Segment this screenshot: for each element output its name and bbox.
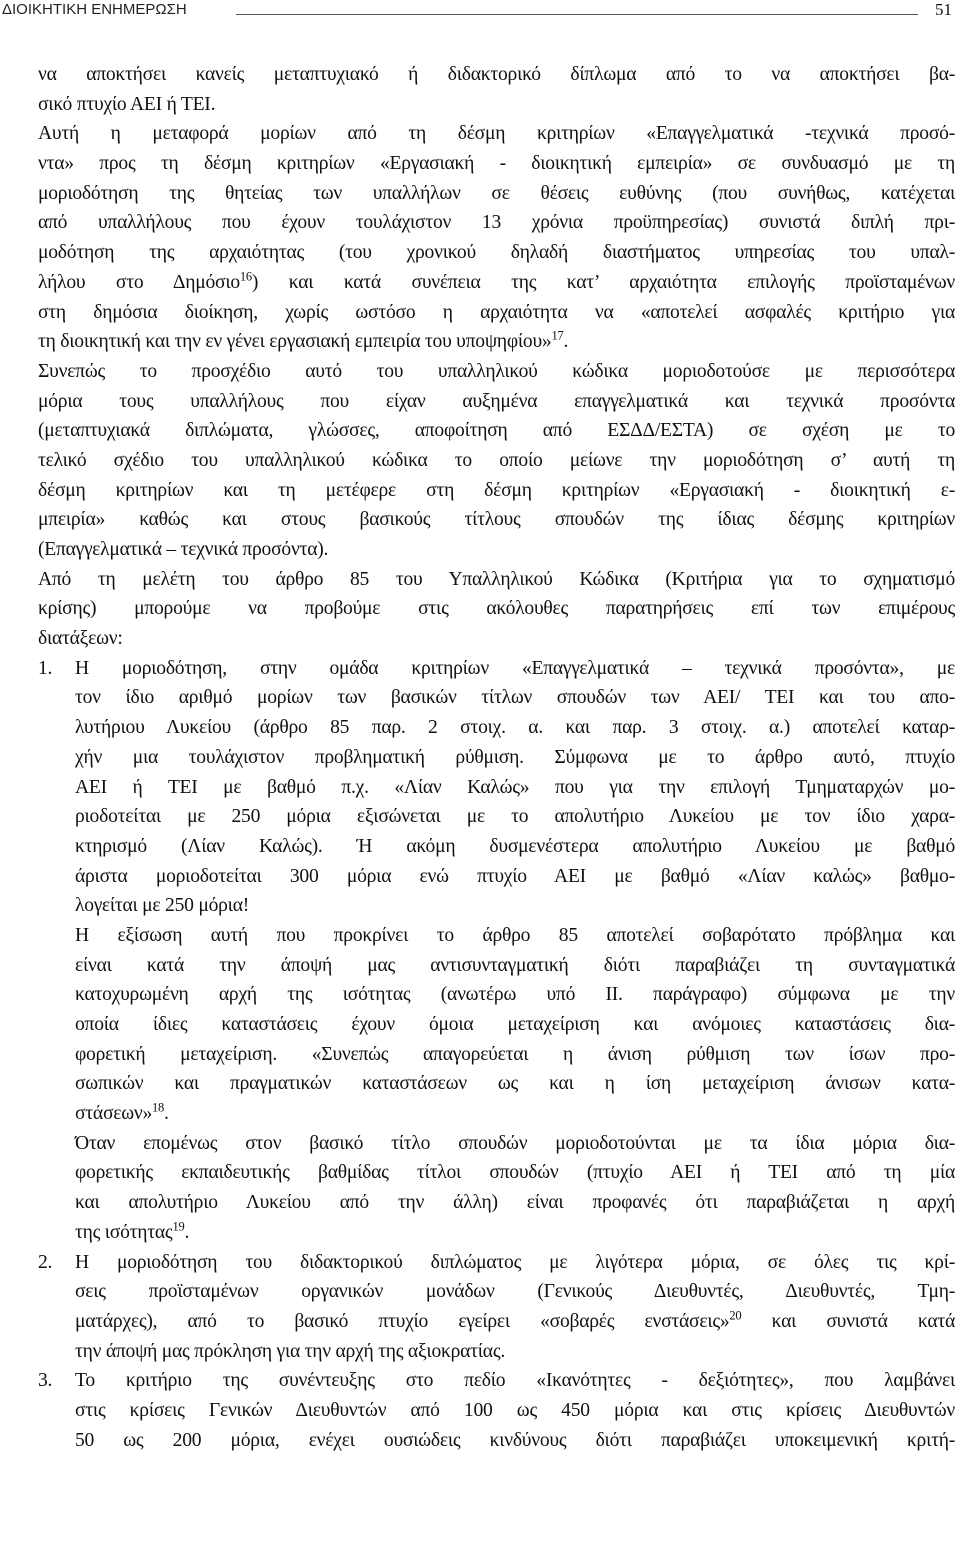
text-line: χήν μια τουλάχιστον προβληματική ρύθμιση. Σύμφωνα με το άρθρο αυτό, πτυχίο [75, 746, 955, 768]
list-item-1-line [38, 654, 955, 684]
text-segment: και συνιστά κατά [741, 1310, 956, 1332]
text-segment: τη διοικητική και την εν γένει εργασιακή εμπειρία του υποψηφίου» [38, 331, 552, 353]
text-line: σωπικών και πραγματικών καταστάσεων ως και η ίση μεταχείριση άνισων κατα- [75, 1073, 955, 1095]
list-number: 2. [38, 1251, 53, 1273]
footnote-ref: 19 [172, 1219, 185, 1234]
text-segment: . [164, 1103, 169, 1125]
text-line: να αποκτήσει κανείς μεταπτυχιακό ή διδακτορικό δίπλωμα από το να αποκτήσει βα- [38, 64, 955, 85]
text-line: (μεταπτυχιακά διπλώματα, γλώσσες, αποφοίτηση από ΕΣΔΔ/ΕΣΤΑ) σε σχέση με το [38, 420, 955, 442]
text-line: κρίσης) μπορούμε να προβούμε στις ακόλουθες παρατηρήσεις επί των επιμέρους [38, 598, 955, 620]
text-line: τελικό σχέδιο του υπαλληλικού κώδικα το οποίο μείωνε την μοριοδότηση σ’ αυτή τη [38, 449, 955, 471]
text-segment: Το κριτήριο της συνέντευξης στο πεδίο «Ικανότητες - δεξιότητες», που λαμβάνει [75, 1370, 955, 1392]
text-line: οποία ίδιες καταστάσεις έχουν όμοια μεταχείριση και ανόμοιες καταστάσεις δια- [75, 1014, 955, 1035]
text-segment: . [184, 1221, 190, 1243]
text-line: μοριοδότηση της θητείας των υπαλλήλων σε θέσεις ευθύνης (που συνήθως, κατέχεται [38, 182, 955, 204]
text-line [38, 268, 955, 298]
text-line: δέσμη κριτηρίων και τη μετέφερε στη δέσμη κριτηρίων «Εργασιακή - διοικητική ε- [38, 479, 955, 501]
text-line: διατάξεων: [38, 628, 123, 650]
text-line: ντα» προς τη δέσμη κριτηρίων «Εργασιακή - διοικητική εμπειρία» σε συνδυασμό με τη [38, 153, 955, 175]
text-line: στις κρίσεις Γενικών Διευθυντών από 100 ως 450 μόρια και στις κρίσεις Διευθυντών [75, 1399, 955, 1421]
text-line [38, 1218, 955, 1248]
text-line: σεις προϊσταμένων οργανικών μονάδων (Γενικούς Διευθυντές, Διευθυντές, Τμη- [75, 1281, 955, 1303]
text-line: Αυτή η μεταφορά μορίων από τη δέσμη κριτηρίων «Επαγγελματικά -τεχνικά προσό- [38, 123, 955, 145]
list-item-3-line [38, 1366, 955, 1396]
text-line: 50 ως 200 μόρια, ενέχει ουσιώδεις κινδύνους διότι παραβιάζει υποκειμενική κριτή- [75, 1429, 955, 1451]
text-segment: λήλου στο Δημόσιο [38, 271, 240, 293]
body-text [38, 60, 955, 1455]
text-segment: στάσεων» [75, 1103, 153, 1125]
text-line: ριοδοτείται με 250 μόρια εξισώνεται με το απολυτήριο Λυκείου με τον ίδιο χαρα- [75, 806, 955, 828]
text-line: την άποψή μας πρόκληση για την αρχή της αξιοκρατίας. [75, 1340, 505, 1362]
text-segment: της ισότητας [75, 1221, 173, 1243]
list-item-2-line [38, 1248, 955, 1278]
footnote-ref: 18 [152, 1100, 165, 1115]
text-line: φορετικής εκπαιδευτικής βαθμίδας τίτλοι σπουδών (πτυχίο ΑΕΙ ή ΤΕΙ από τη μία [75, 1162, 955, 1184]
text-line: είναι κατά την άποψή μας αντισυνταγματική διότι παραβιάζει τη συνταγματικά [75, 954, 955, 976]
footnote-ref: 20 [729, 1308, 742, 1323]
text-line [38, 1307, 955, 1337]
footnote-ref: 16 [239, 269, 252, 284]
text-line: Από τη μελέτη του άρθρο 85 του Υπαλληλικού Κώδικα (Κριτήρια για το σχηματισμό [38, 568, 955, 590]
text-line: από υπαλλήλους που έχουν τουλάχιστον 13 χρόνια προϋπηρεσίας) συνιστά διπλή πρι- [38, 212, 955, 234]
text-segment: . [563, 331, 569, 353]
list-number: 1. [38, 657, 53, 679]
header-rule [236, 14, 918, 15]
text-line: Η εξίσωση αυτή που προκρίνει το άρθρο 85 αποτελεί σοβαρότατο πρόβλημα και [75, 924, 955, 946]
text-line: μπειρία» καθώς και στους βασικούς τίτλους σπουδών της ίδιας δέσμης κριτηρίων [38, 509, 955, 531]
text-line: σικό πτυχίο ΑΕΙ ή ΤΕΙ. [38, 93, 216, 115]
text-line: λογείται με 250 μόρια! [75, 895, 249, 917]
text-line: Όταν επομένως στον βασικό τίτλο σπουδών μοριοδοτούνται με τα ίδια μόρια δια- [75, 1132, 955, 1154]
text-line: ΑΕΙ ή ΤΕΙ με βαθμό π.χ. «Λίαν Καλώς» που για την επιλογή Τμηματαρχών μο- [75, 776, 955, 798]
text-line: Συνεπώς το προσχέδιο αυτό του υπαλληλικού κώδικα μοριοδοτούσε με περισσότερα [38, 360, 955, 382]
text-line: (Επαγγελματικά – τεχνικά προσόντα). [38, 539, 329, 560]
text-line: μόρια τους υπαλλήλους που είχαν αυξημένα επαγγελματικά και τεχνικά προσόντα [38, 390, 955, 412]
running-title: ΔΙΟΙΚΗΤΙΚΗ ΕΝΗΜΕΡΩΣΗ [2, 0, 193, 20]
text-segment: Η μοριοδότηση, στην ομάδα κριτηρίων «Επαγγελματικά – τεχνικά προσόντα», με [75, 657, 955, 679]
running-header [0, 0, 960, 26]
page-number: 51 [929, 0, 952, 20]
text-line: μοδότηση της αρχαιότητας (του χρονικού δηλαδή διαστήματος υπηρεσίας του υπαλ- [38, 242, 955, 264]
text-line [38, 1099, 955, 1129]
text-line: κατοχυρωμένη αρχή της ισότητας (ανωτέρω υπό ΙΙ. παράγραφο) σύμφωνα με την [75, 984, 955, 1006]
text-line [38, 327, 955, 357]
text-segment: Η μοριοδότηση του διδακτορικού διπλώματος με λιγότερα μόρια, σε όλες τις κρί- [75, 1251, 955, 1273]
text-line: άριστα μοριοδοτείται 300 μόρια ενώ πτυχίο ΑΕΙ με βαθμό «Λίαν καλώς» βαθμο- [75, 865, 955, 887]
text-line: φορετική μεταχείριση. «Συνεπώς απαγορεύεται η άνιση ρύθμιση των ίσων προ- [75, 1043, 955, 1065]
text-segment: ) και κατά συνέπεια της κατ’ αρχαιότητα επιλογής προϊσταμένων [251, 271, 955, 293]
footnote-ref: 17 [551, 328, 564, 343]
text-line: και απολυτήριο Λυκείου από την άλλη) είναι προφανές ότι παραβιάζεται η αρχή [75, 1192, 955, 1214]
text-segment: ματάρχες), από το βασικό πτυχίο εγείρει «σοβαρές ενστάσεις» [75, 1310, 730, 1332]
text-line: τον ίδιο αριθμό μορίων των βασικών τίτλων σπουδών των ΑΕΙ/ ΤΕΙ και του απο- [75, 687, 955, 709]
list-number: 3. [38, 1370, 53, 1392]
text-line: κτηρισμό (Λίαν Καλώς). Ή ακόμη δυσμενέστερα απολυτήριο Λυκείου με βαθμό [75, 835, 955, 857]
text-line: στη δημόσια διοίκηση, χωρίς ωστόσο η αρχαιότητα να «αποτελεί ασφαλές κριτήριο για [38, 301, 955, 323]
text-line: λυτήριου Λυκείου (άρθρο 85 παρ. 2 στοιχ. α. και παρ. 3 στοιχ. α.) αποτελεί καταρ- [75, 717, 955, 739]
